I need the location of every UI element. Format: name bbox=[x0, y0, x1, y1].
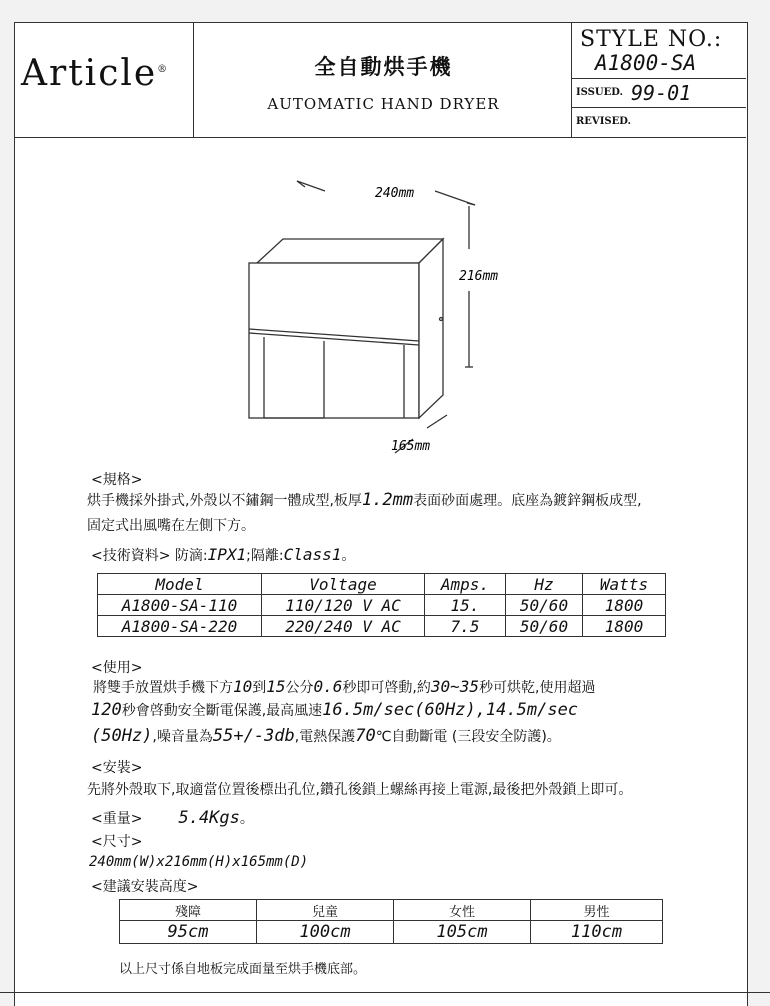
table-cell: 105cm bbox=[394, 921, 531, 944]
usage-line-3: (50Hz),噪音量為55+/-3db,電熱保護70℃自動斷電 (三段安全防護)。 bbox=[91, 726, 561, 746]
table-header bbox=[120, 900, 663, 921]
table-cell: 110cm bbox=[531, 921, 663, 944]
size-value: 240mm(W)x216mm(H)x165mm(D) bbox=[89, 854, 309, 870]
bottom-border bbox=[0, 992, 770, 993]
size-heading: <尺寸> bbox=[91, 834, 143, 850]
table-cell: 100cm bbox=[257, 921, 394, 944]
spec-sheet bbox=[14, 22, 748, 1006]
table-header-cell: Watts bbox=[583, 574, 666, 595]
issued-label: ISSUED. bbox=[576, 87, 624, 98]
table-header-cell: 男性 bbox=[531, 900, 663, 921]
table-cell: 1800 bbox=[583, 595, 666, 616]
table-header-cell: Voltage bbox=[262, 574, 425, 595]
table-cell: 7.5 bbox=[425, 616, 506, 637]
table-cell: A1800-SA-220 bbox=[98, 616, 262, 637]
depth-dimension-label: 165mm bbox=[391, 439, 431, 454]
tech-heading-line: <技術資料> 防滴:IPX1;隔離:Class1。 bbox=[91, 545, 356, 564]
height-dimension-label: 216mm bbox=[459, 269, 499, 284]
product-title-cn: 全自動烘手機 bbox=[314, 55, 453, 79]
article-logo: Article® bbox=[21, 53, 170, 94]
table-row bbox=[120, 921, 663, 944]
install-height-note: 以上尺寸係自地板完成面量至烘手機底部。 bbox=[119, 962, 367, 977]
table-header-cell: 兒童 bbox=[257, 900, 394, 921]
usage-heading: <使用> bbox=[91, 660, 143, 676]
product-title-en: AUTOMATIC HAND DRYER bbox=[267, 95, 500, 113]
table-header-cell: 女性 bbox=[394, 900, 531, 921]
weight-line: <重量> 5.4Kgs。 bbox=[91, 808, 254, 828]
table-cell: 1800 bbox=[583, 616, 666, 637]
table-row bbox=[98, 616, 666, 637]
table-cell: 110/120 V AC bbox=[262, 595, 425, 616]
issued-value: 99-01 bbox=[631, 81, 692, 105]
tech-table bbox=[97, 573, 666, 637]
table-cell: 95cm bbox=[120, 921, 257, 944]
table-cell: 50/60 bbox=[506, 616, 583, 637]
table-header-cell: 殘障 bbox=[120, 900, 257, 921]
style-no-label: STYLE NO.: bbox=[580, 27, 723, 52]
table-cell: 15. bbox=[425, 595, 506, 616]
table-header bbox=[98, 574, 666, 595]
table-header-cell: Hz bbox=[506, 574, 583, 595]
install-heading: <安裝> bbox=[91, 760, 143, 776]
width-dimension-label: 240mm bbox=[375, 186, 415, 201]
revised-label: REVISED. bbox=[576, 116, 632, 127]
spec-heading: <規格> bbox=[91, 472, 143, 488]
table-cell: 220/240 V AC bbox=[262, 616, 425, 637]
table-row bbox=[98, 595, 666, 616]
spec-line-1: 烘手機採外掛式,外殼以不鏽鋼一體成型,板厚1.2mm表面砂面處理。底座為鍍鋅鋼板成型, bbox=[87, 490, 642, 510]
install-height-table bbox=[119, 899, 663, 944]
style-no-value: A1800-SA bbox=[595, 51, 697, 75]
install-height-heading: <建議安裝高度> bbox=[91, 879, 199, 895]
table-cell: 50/60 bbox=[506, 595, 583, 616]
table-cell: A1800-SA-110 bbox=[98, 595, 262, 616]
table-header-cell: Model bbox=[98, 574, 262, 595]
usage-line-1: 將雙手放置烘手機下方10到15公分0.6秒即可啓動,約30~35秒可烘乾,使用超過 bbox=[93, 677, 596, 696]
usage-line-2: 120秒會啓動安全斷電保護,最高風速16.5m/sec(60Hz),14.5m/sec bbox=[91, 700, 579, 720]
spec-line-2: 固定式出風嘴在左側下方。 bbox=[87, 518, 255, 534]
install-text: 先將外殼取下,取適當位置後標出孔位,鑽孔後鎖上螺絲再接上電源,最後把外殼鎖上即可。 bbox=[87, 782, 633, 798]
dryer-diagram bbox=[15, 23, 749, 483]
table-header-cell: Amps. bbox=[425, 574, 506, 595]
